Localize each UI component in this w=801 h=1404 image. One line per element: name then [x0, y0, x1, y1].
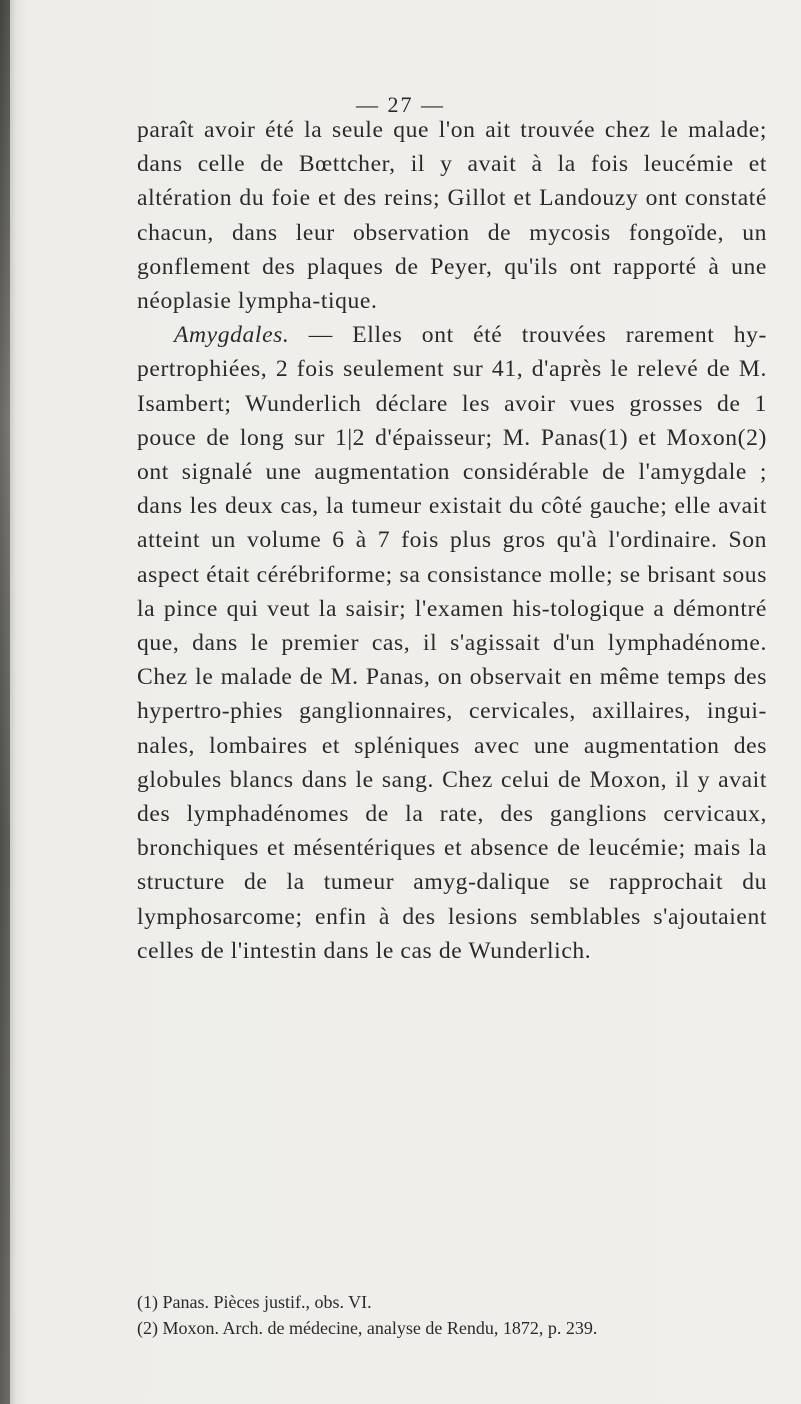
- footnotes: [137, 1289, 777, 1341]
- paragraph-1: paraît avoir été la seule que l'on ait trouvée chez le malade; dans celle de Bœttcher, il y avait à la fois leucémie et altération du foie et des reins; Gillot et Landouzy ont constaté chacun, dans leur observation de mycosis fongoïde, un gonflement des plaques de Peyer, qu'ils ont rapporté à une néoplasie lympha-tique.: [137, 117, 767, 315]
- body-text: [137, 113, 767, 968]
- paragraph-2: [137, 318, 767, 968]
- footnote-1: (1) Panas. Pièces justif., obs. VI.: [137, 1292, 372, 1312]
- footnote-2: (2) Moxon. Arch. de médecine, analyse de Rendu, 1872, p. 239.: [137, 1318, 598, 1338]
- section-heading-amygdales: Amygdales.: [174, 322, 290, 349]
- page-number: — 27 —: [356, 92, 445, 117]
- binding-shadow: [0, 0, 10, 1404]
- paragraph-2-body: — Elles ont été trouvées rarement hy-pertrophiées, 2 fois seulement sur 41, d'après le relevé de M. Isambert; Wunderlich déclare les avoir vues grosses de 1 pouce de long sur 1|2 d'épaisseur; M. Panas(1) et Moxon(2) ont signalé une augmentation considérable de l'amygdale ; dans les deux cas, la tumeur existait du côté gauche; elle avait atteint un volume 6 à 7 fois plus gros qu'à l'ordinaire. Son aspect était cérébriforme; sa consistance molle; se brisant sous la pince qui veut la saisir; l'examen his-tologique a démontré que, dans le premier cas, il s'agissait d'un lymphadénome. Chez le malade de M. Panas, on observait en même temps des hypertro-phies ganglionnaires, cervicales, axillaires, ingui-nales, lombaires et spléniques avec une augmentation des globules blancs dans le sang. Chez celui de Moxon, il y avait des lymphadénomes de la rate, des ganglions cervicaux, bronchiques et mésentériques et absence de leucémie; mais la structure de la tumeur amyg-dalique se rapprochait du lymphosarcome; enfin à des lesions semblables s'ajoutaient celles de l'intestin dans le cas de Wunderlich.: [137, 322, 767, 964]
